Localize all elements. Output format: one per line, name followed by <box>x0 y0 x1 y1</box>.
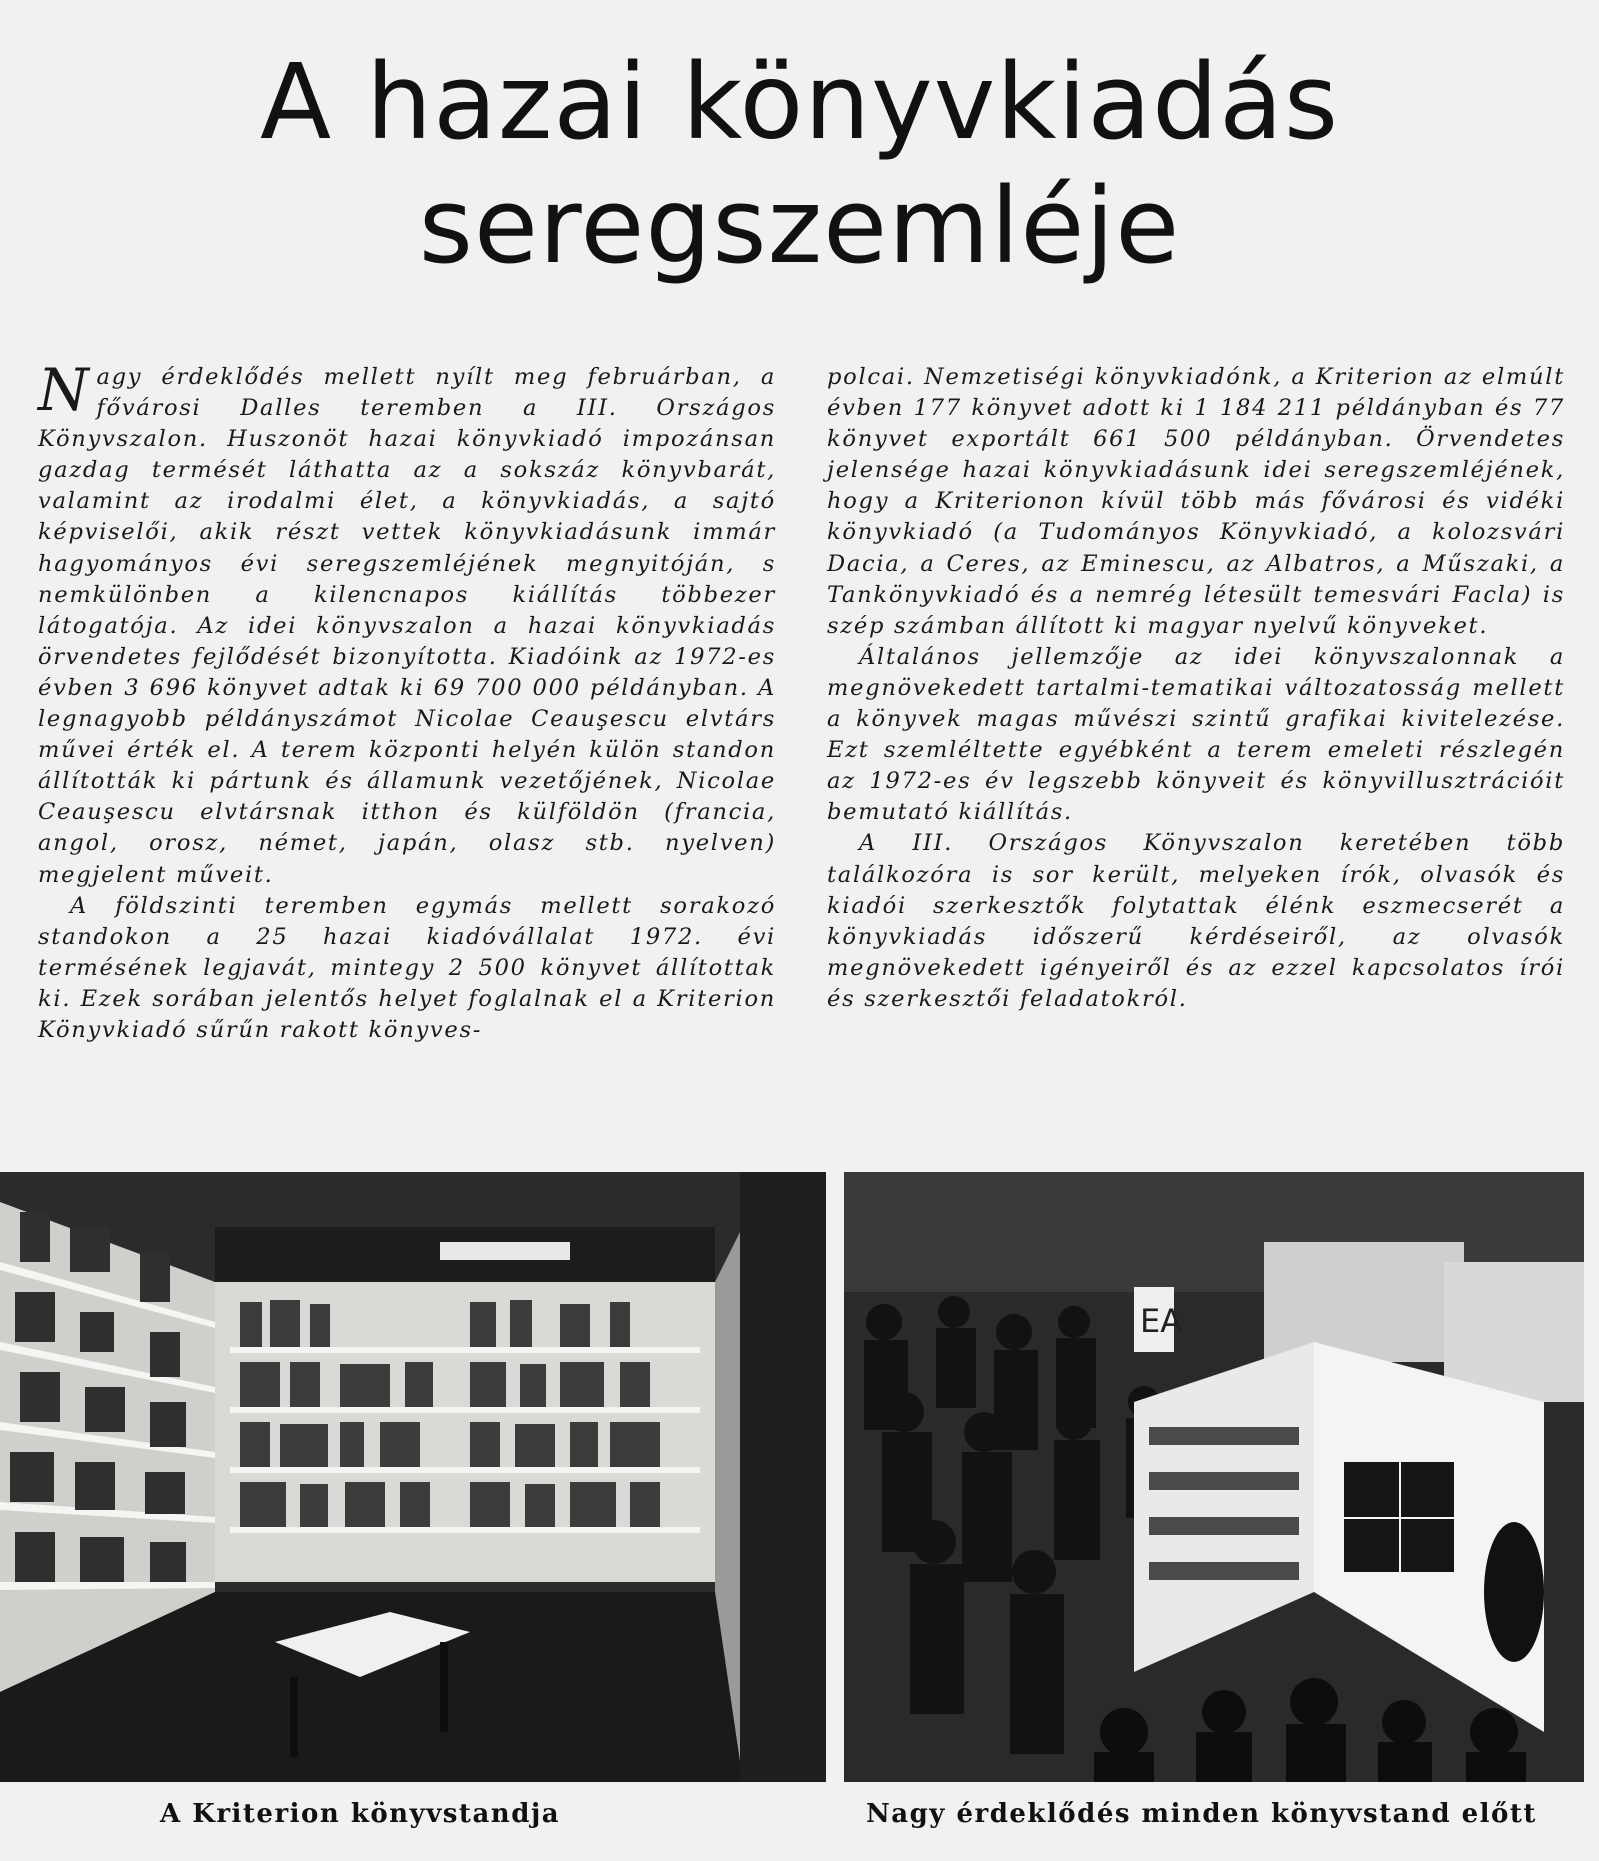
right-paragraph-2: Általános jellemzője az idei könyvszalonnak a megnövekedett tartalmi-tematikai változatosság mellett a könyvek magas művészi szintű grafikai kivitelezése. Ezt szemléltette egyébként a terem emeleti részlegén az 1972-es év legszebb könyveit és könyvillusztrációit bemutató kiállítás. <box>827 643 1565 826</box>
left-paragraph-2: A földszinti teremben egymás mellett sorakozó standokon a 25 hazai kiadóvállalat 1972. évi termésének legjavát, mintegy 2 500 könyvet állítottak ki. Ezek sorában jelentős helyet foglalnak el a Kriterion Könyvkiadó sűrűn rakott könyves- <box>38 892 776 1043</box>
title-line-2: seregszemléje <box>418 165 1181 287</box>
left-paragraph-1-text: agy érdeklődés mellett nyílt meg februárban, a fővárosi Dalles teremben a III. Országos Könyvszalon. Huszonöt hazai könyvkiadó impozánsan gazdag termését láthatta az a sokszáz könyvbarát, valamint az irodalmi élet, a könyvkiadás, a sajtó képviselői, akik részt vettek könyvkiadásunk immár hagyományos évi seregszemléjének megnyitóján, s nemkülönben a kilencnapos kiállítás többezer látogatója. Az idei könyvszalon a hazai könyvkiadás örvendetes fejlődését bizonyította. Kiadóink az 1972-es évben 3 696 könyvet adtak ki 69 700 000 példányban. A legnagyobb példányszámot Nicolae Ceauşescu elvtárs művei érték el. A terem központi helyén külön standon állították ki pártunk és államunk vezetőjének, Nicolae Ceauşescu elvtársnak itthon és külföldön (francia, angol, orosz, német, japán, olasz stb. nyelven) megjelent műveit. <box>38 364 776 888</box>
left-paragraph-1 <box>38 356 776 891</box>
crowd-illustration <box>844 1172 1584 1782</box>
article-title <box>0 40 1599 288</box>
right-text-column <box>827 362 1565 1015</box>
right-paragraph-3: A III. Országos Könyvszalon keretében több találkozóra is sor került, melyeken írók, olvasók és kiadói szerkesztők folytattak élénk eszmecserét a könyvkiadás időszerű kérdéseiről, az olvasók megnövekedett igényeiről és az ezzel kapcsolatos írói és szerkesztői feladatokról. <box>827 830 1565 1012</box>
right-paragraph-1: polcai. Nemzetiségi könyvkiadónk, a Kriterion az elmúlt évben 177 könyvet adott ki 1 184 211 példányban és 77 könyvet exportált 661 500 példányban. Örvendetes jelensége hazai könyvkiadásunk idei seregszemléjének, hogy a Kriterionon kívül több más fővárosi és vidéki könyvkiadó (a Tudományos Könyvkiadó, a kolozsvári Dacia, a Ceres, az Eminescu, az Albatros, a Műszaki, a Tankönyvkiadó és a nemrég létesült temesvári Facla) is szép számban állított ki magyar nyelvű könyveket. <box>827 364 1565 639</box>
photo-kriterion-stand <box>0 1172 826 1782</box>
title-line-1: A hazai könyvkiadás <box>259 41 1340 163</box>
photo-crowd-at-stands <box>844 1172 1584 1782</box>
bookstand-illustration <box>0 1172 826 1782</box>
photo-caption-left: A Kriterion könyvstandja <box>160 1799 561 1829</box>
left-text-column <box>38 356 776 1046</box>
booth-sign-text: EA <box>1140 1302 1183 1340</box>
photo-caption-right: Nagy érdeklődés minden könyvstand előtt <box>866 1799 1537 1829</box>
drop-cap: N <box>38 356 91 424</box>
